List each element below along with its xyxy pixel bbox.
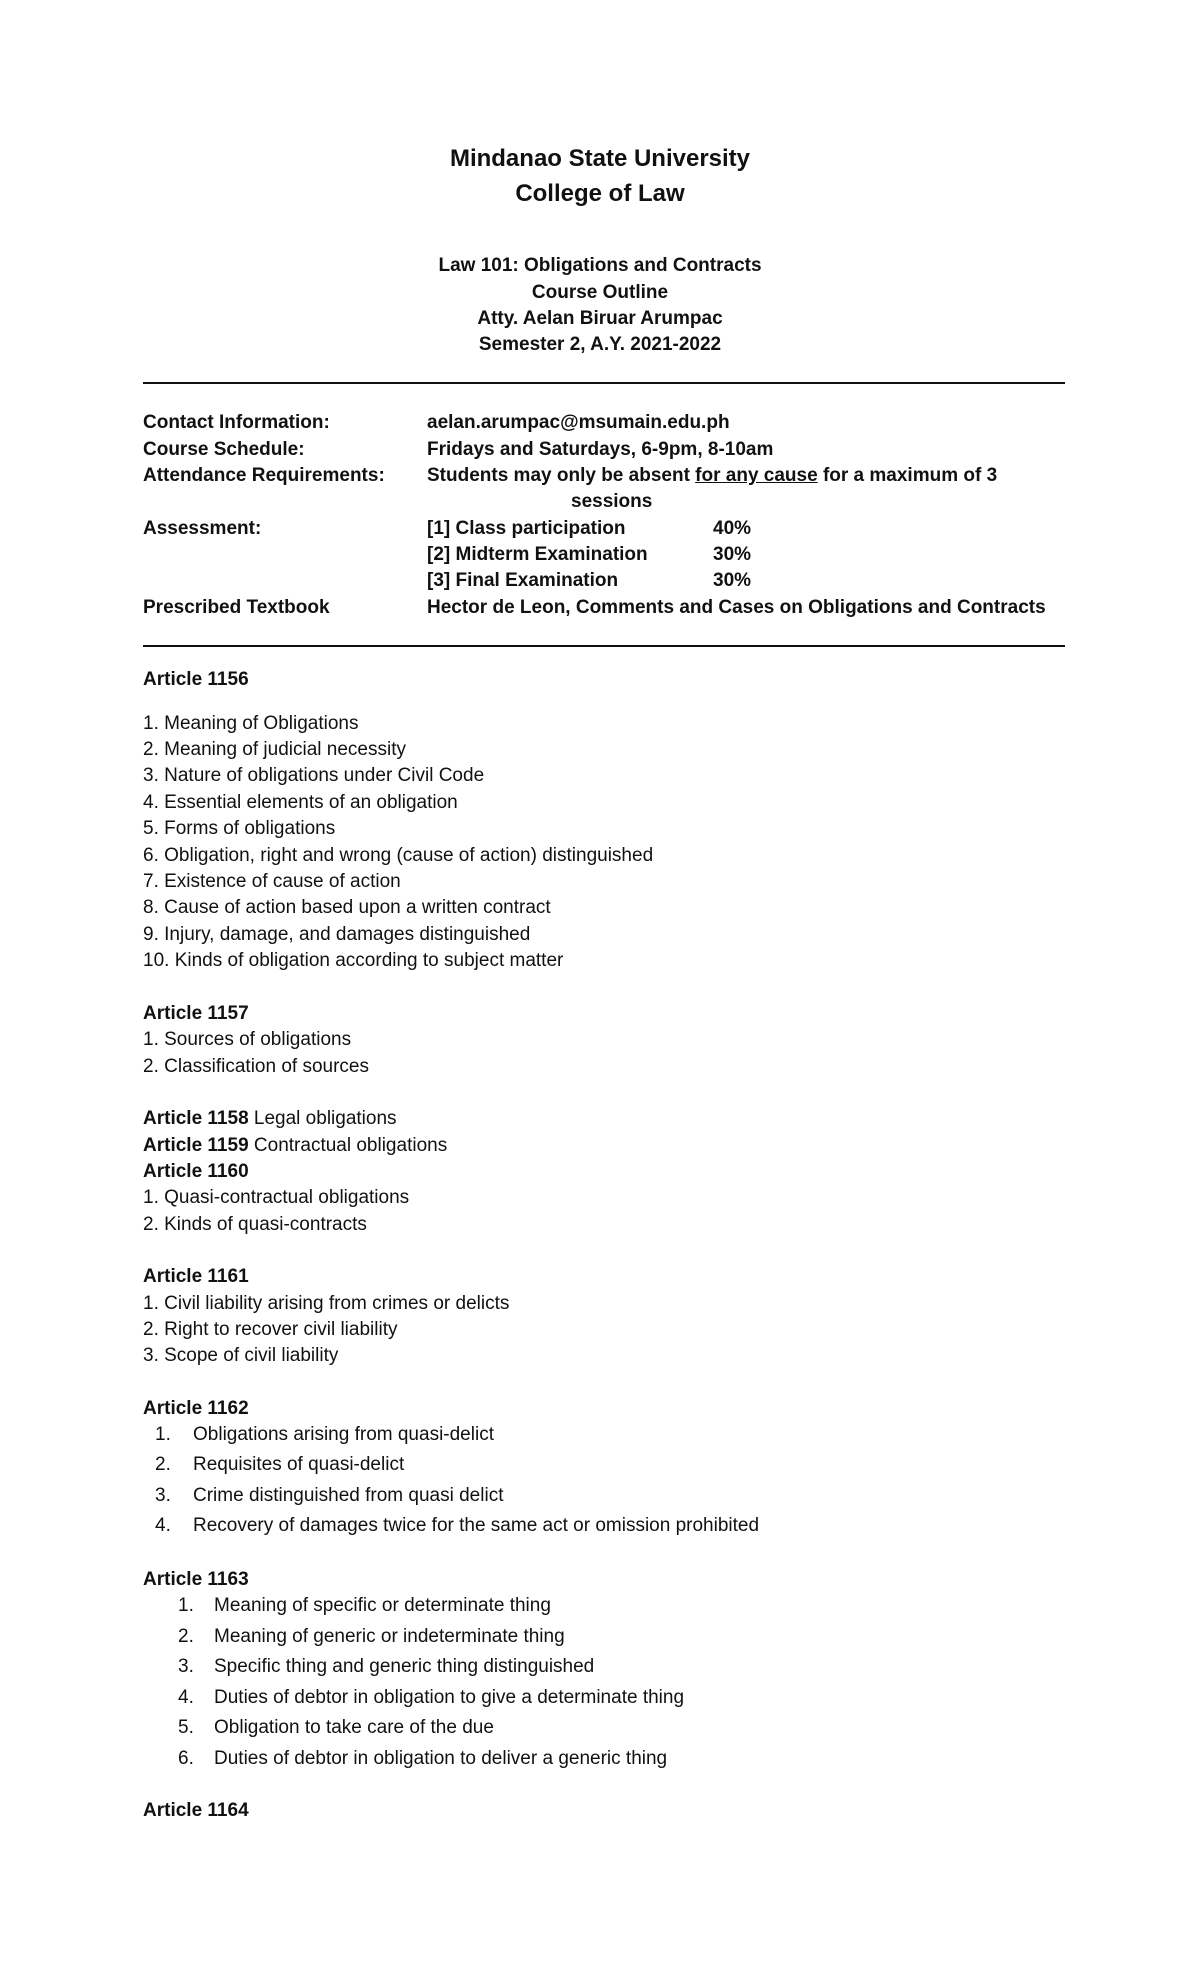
college-title: College of Law	[515, 180, 685, 207]
list-item: 7. Existence of cause of action	[143, 871, 401, 892]
article-heading-1159: Article 1159	[143, 1135, 249, 1156]
article-heading-1156: Article 1156	[143, 669, 249, 690]
list-item: Requisites of quasi-delict	[193, 1454, 405, 1475]
article-heading-1161: Article 1161	[143, 1266, 249, 1287]
article-heading-1164: Article 1164	[143, 1800, 249, 1821]
list-item: 10. Kinds of obligation according to subject matter	[143, 950, 564, 971]
list-item: Specific thing and generic thing distinguished	[214, 1656, 595, 1677]
list-number: 1.	[155, 1424, 171, 1445]
list-number: 3.	[155, 1485, 171, 1506]
semester: Semester 2, A.Y. 2021-2022	[478, 334, 722, 355]
list-item: Obligation to take care of the due	[214, 1717, 494, 1738]
list-item: Duties of debtor in obligation to give a determinate thing	[214, 1687, 685, 1708]
list-item: 3. Nature of obligations under Civil Code	[143, 765, 485, 786]
list-item: Crime distinguished from quasi delict	[193, 1485, 504, 1506]
list-number: 6.	[178, 1748, 194, 1769]
course-title: Law 101: Obligations and Contracts	[438, 255, 762, 276]
list-number: 5.	[178, 1717, 194, 1738]
list-item: Meaning of specific or determinate thing	[214, 1595, 551, 1616]
assessment-weight: 30%	[713, 570, 752, 591]
assessment-weight: 30%	[713, 544, 752, 565]
article-heading-1157: Article 1157	[143, 1003, 249, 1024]
list-item: Duties of debtor in obligation to deliver a generic thing	[214, 1748, 668, 1769]
divider-bottom	[143, 645, 1065, 647]
list-item: 2. Meaning of judicial necessity	[143, 739, 406, 760]
list-item: 4. Essential elements of an obligation	[143, 792, 458, 813]
assessment-item: [1] Class participation	[427, 518, 626, 539]
article-heading-1163: Article 1163	[143, 1569, 249, 1590]
schedule-label: Course Schedule:	[143, 439, 305, 460]
list-number: 1.	[178, 1595, 194, 1616]
list-item: 1. Meaning of Obligations	[143, 713, 359, 734]
attendance-continued: sessions	[571, 491, 653, 512]
article-heading-1162: Article 1162	[143, 1398, 249, 1419]
list-item: 1. Sources of obligations	[143, 1029, 352, 1050]
article-line-1159	[143, 1135, 447, 1157]
list-number: 3.	[178, 1656, 194, 1677]
textbook-value: Hector de Leon, Comments and Cases on Obligations and Contracts	[427, 597, 1046, 618]
list-item: 9. Injury, damage, and damages distinguished	[143, 924, 531, 945]
list-item: 8. Cause of action based upon a written contract	[143, 897, 551, 918]
article-desc-1158: Legal obligations	[248, 1108, 397, 1129]
contact-label: Contact Information:	[143, 412, 330, 433]
textbook-label: Prescribed Textbook	[143, 597, 330, 618]
doc-type: Course Outline	[531, 282, 669, 303]
list-item: 1. Quasi-contractual obligations	[143, 1187, 410, 1208]
list-number: 2.	[178, 1626, 194, 1647]
attendance-label: Attendance Requirements:	[143, 465, 385, 486]
attendance-underlined: for any cause	[695, 465, 818, 486]
list-number: 4.	[155, 1515, 171, 1536]
contact-email: aelan.arumpac@msumain.edu.ph	[427, 412, 730, 433]
list-item: Meaning of generic or indeterminate thing	[214, 1626, 565, 1647]
divider-top	[143, 382, 1065, 384]
list-item: 2. Classification of sources	[143, 1056, 369, 1077]
list-number: 2.	[155, 1454, 171, 1475]
article-heading-1158: Article 1158	[143, 1108, 249, 1129]
list-number: 4.	[178, 1687, 194, 1708]
list-item: Obligations arising from quasi-delict	[193, 1424, 494, 1445]
assessment-item: [2] Midterm Examination	[427, 544, 648, 565]
article-desc-1159: Contractual obligations	[248, 1135, 448, 1156]
list-item: 1. Civil liability arising from crimes or delicts	[143, 1293, 510, 1314]
schedule-value: Fridays and Saturdays, 6-9pm, 8-10am	[427, 439, 774, 460]
attendance-text-pre: Students may only be absent	[427, 465, 696, 486]
list-item: 3. Scope of civil liability	[143, 1345, 339, 1366]
assessment-weight: 40%	[713, 518, 752, 539]
assessment-item: [3] Final Examination	[427, 570, 619, 591]
assessment-label: Assessment:	[143, 518, 262, 539]
attendance-value	[427, 465, 997, 487]
list-item: 2. Right to recover civil liability	[143, 1319, 398, 1340]
list-item: 5. Forms of obligations	[143, 818, 336, 839]
article-line-1158	[143, 1108, 397, 1130]
university-title: Mindanao State University	[449, 145, 751, 172]
list-item: 6. Obligation, right and wrong (cause of action) distinguished	[143, 845, 654, 866]
attendance-text-post: for a maximum of 3	[817, 465, 998, 486]
article-heading-1160: Article 1160	[143, 1161, 249, 1182]
list-item: 2. Kinds of quasi-contracts	[143, 1214, 367, 1235]
instructor-name: Atty. Aelan Biruar Arumpac	[477, 308, 723, 329]
list-item: Recovery of damages twice for the same act or omission prohibited	[193, 1515, 760, 1536]
